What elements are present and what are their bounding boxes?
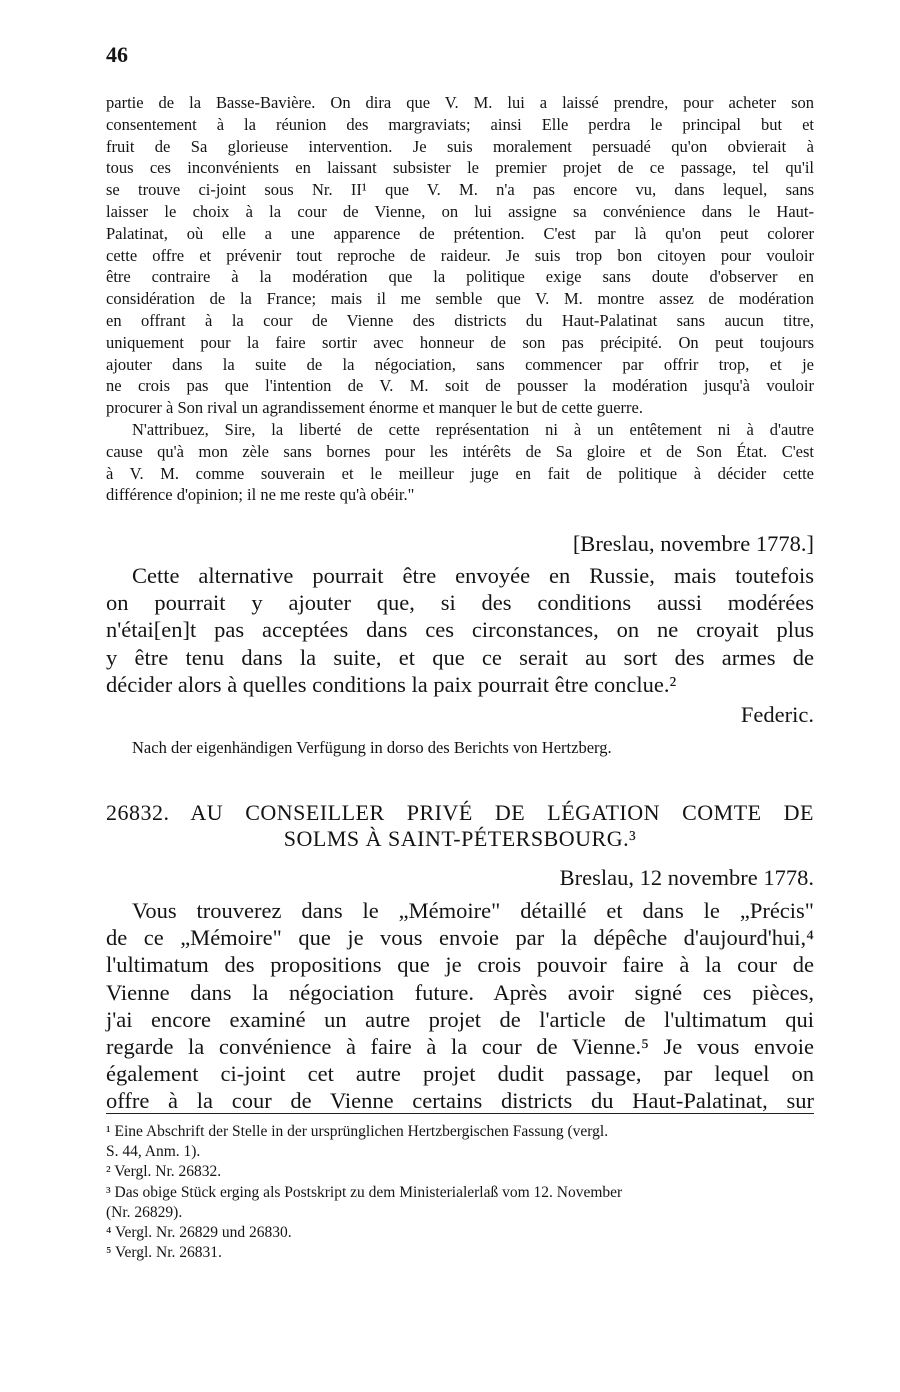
text-line: offre à la cour de Vienne certains districts du Haut-Palatinat, sur [106, 1088, 814, 1114]
text-line: Vous trouverez dans le „Mémoire" détaillé et dans le „Précis" [132, 898, 814, 923]
text-line: Palatinat, où elle a une apparence de prétention. C'est par là qu'on peut colorer [106, 223, 814, 243]
text-line: ajouter dans la suite de la négociation, sans commencer par offrir trop, et je [106, 354, 814, 374]
text-line: n'étai[en]t pas acceptées dans ces circonstances, on ne croyait plus [106, 617, 814, 643]
text-line: Vienne dans la négociation future. Après avoir signé ces pièces, [106, 979, 814, 1005]
footnote: (Nr. 26829). [106, 1203, 183, 1221]
text-line: décider alors à quelles conditions la paix pourrait être conclue.² [106, 671, 677, 697]
letter-excerpt [106, 92, 814, 506]
text-line: tous ces inconvénients en laissant subsister le premier projet de ce passage, tel qu'il [106, 158, 814, 178]
footnote: ⁴ Vergl. Nr. 26829 und 26830. [106, 1224, 292, 1242]
footnote: ¹ Eine Abschrift der Stelle in der ursprünglichen Hertzbergischen Fassung (vergl. [106, 1123, 609, 1140]
text-line: laisser le choix à la cour de Vienne, on lui assigne sa convénience dans le Haut- [106, 201, 814, 221]
footnote: S. 44, Anm. 1). [106, 1143, 201, 1161]
text-line: partie de la Basse-Bavière. On dira que V. M. lui a laissé prendre, pour acheter son [106, 93, 814, 112]
source-note: Nach der eigenhändigen Verfügung in dorso des Berichts von Hertzberg. [132, 738, 612, 757]
text-line: en offrant à la cour de Vienne des districts du Haut-Palatinat sans aucun titre, [106, 310, 814, 330]
reply-paragraph [106, 562, 814, 698]
text-line: fruit de Sa glorieuse intervention. Je suis moralement persuadé qu'on obvierait à [106, 136, 814, 156]
heading-line: 26832. AU CONSEILLER PRIVÉ DE LÉGATION COMTE DE [106, 800, 814, 825]
text-line: N'attribuez, Sire, la liberté de cette représentation ni à un entêtement ni à d'autre [132, 419, 814, 439]
page-number: 46 [106, 42, 128, 67]
text-line: se trouve ci-joint sous Nr. II¹ que V. M. n'a pas encore vu, dans lequel, sans [106, 180, 814, 200]
text-line: être contraire à la modération que la politique exige sans doute d'observer en [106, 267, 814, 287]
text-line: y être tenu dans la suite, et que ce serait au sort des armes de [106, 644, 814, 670]
footnote: ⁵ Vergl. Nr. 26831. [106, 1244, 222, 1262]
footnote-divider [106, 1113, 814, 1114]
text-line: considération de la France; mais il me semble que V. M. montre assez de modération [106, 289, 814, 309]
text-line: Cette alternative pourrait être envoyée en Russie, mais toutefois [132, 563, 814, 588]
text-line: ne crois pas que l'intention de V. M. soit de pousser la modération jusqu'à vouloir [106, 376, 814, 396]
text-line: procurer à Son rival un agrandissement énorme et manquer le but de cette guerre. [106, 398, 643, 418]
dateline: Breslau, 12 novembre 1778. [559, 865, 814, 890]
text-line: à V. M. comme souverain et le meilleur juge en fait de politique à décider cette [106, 463, 814, 483]
text-line: on pourrait y ajouter que, si des conditions aussi modérées [106, 590, 814, 616]
text-line: également ci-joint cet autre projet dudit passage, par lequel on [106, 1061, 814, 1087]
text-line: regarde la convénience à faire à la cour de Vienne.⁵ Je vous envoie [106, 1034, 814, 1060]
text-line: l'ultimatum des propositions que je crois pouvoir faire à la cour de [106, 952, 814, 978]
footnote: ² Vergl. Nr. 26832. [106, 1163, 222, 1181]
text-line: cause qu'à mon zèle sans bornes pour les intérêts de Sa gloire et de Son État. C'est [106, 441, 814, 461]
text-line: cette offre et prévenir tout reproche de raideur. Je suis trop bon citoyen pour vouloir [106, 245, 814, 265]
text-line: uniquement pour la faire sortir avec honneur de son pas précipité. On peut toujours [106, 332, 814, 352]
body-paragraph [106, 897, 814, 1115]
text-line: j'ai encore examiné un autre projet de l'article de l'ultimatum qui [106, 1006, 814, 1032]
text-line: consentement à la réunion des margraviats; ainsi Elle perdra le principal but et [106, 114, 814, 134]
footnote: ³ Das obige Stück erging als Postskript zu dem Ministerialerlaß vom 12. November [106, 1183, 623, 1201]
signature: Federic. [740, 702, 814, 727]
text-line: de ce „Mémoire" que je vous envoie par la dépêche d'aujourd'hui,⁴ [106, 925, 814, 951]
dateline: [Breslau, novembre 1778.] [572, 531, 814, 556]
heading-line: SOLMS À SAINT-PÉTERSBOURG.³ [283, 826, 637, 851]
footnotes [106, 1122, 814, 1263]
document-heading [106, 800, 814, 852]
text-line: différence d'opinion; il ne me reste qu'à obéir." [106, 485, 415, 505]
